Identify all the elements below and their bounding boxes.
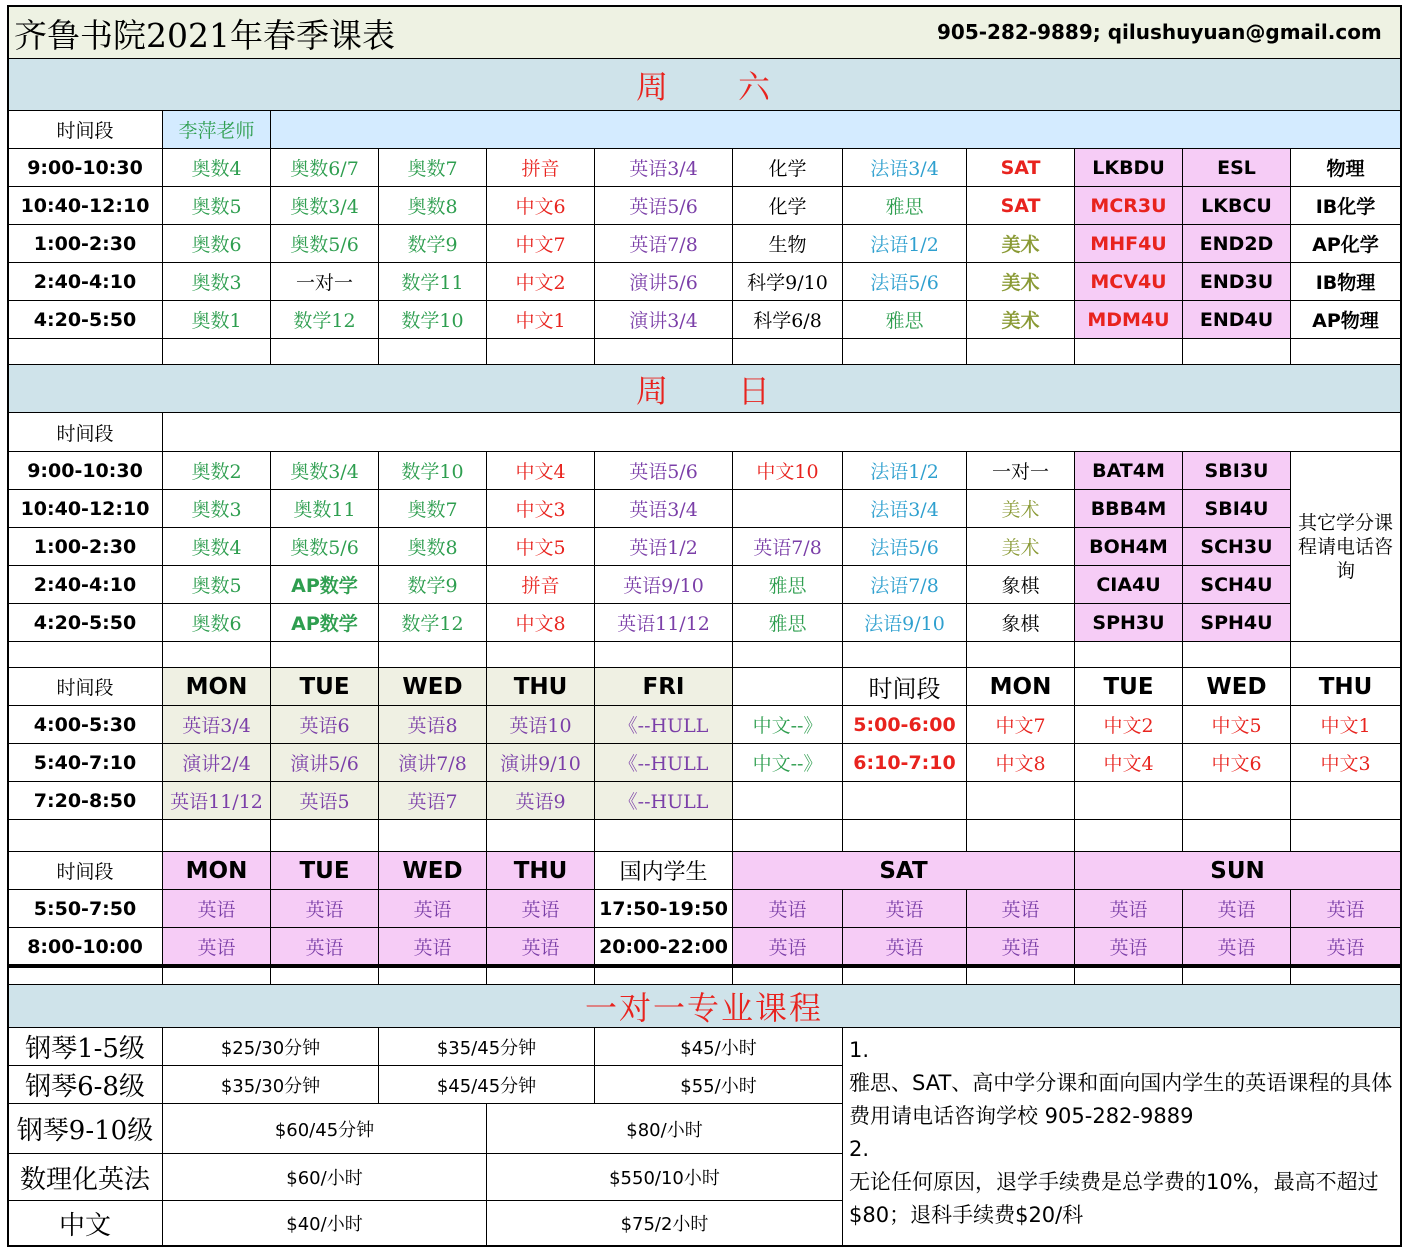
course-cell: 中文8: [487, 604, 595, 642]
spacer-cell: [163, 968, 271, 985]
course-cell: MCV4U: [1075, 263, 1183, 301]
sat-header: SAT: [733, 852, 1075, 890]
course-cell: 英语5/6: [595, 187, 733, 225]
course-cell: 英语: [967, 890, 1075, 928]
course-cell: 数学11: [379, 263, 487, 301]
course-cell: 演讲7/8: [379, 744, 487, 782]
course-cell: 美术: [967, 490, 1075, 528]
course-cell: 象棋: [967, 604, 1075, 642]
course-cell: 生物: [733, 225, 843, 263]
course-cell: 奥数8: [379, 528, 487, 566]
time-slot-label: 时间段: [843, 668, 967, 706]
domestic-time: 17:50-19:50: [595, 890, 733, 928]
day-header: WED: [379, 668, 487, 706]
course-cell: 英语: [379, 928, 487, 966]
blank-header: [733, 668, 843, 706]
course-cell: 英语1/2: [595, 528, 733, 566]
course-cell: 英语6: [271, 706, 379, 744]
course-cell: 英语: [271, 890, 379, 928]
price-cell: $80/小时: [487, 1104, 843, 1154]
course-cell: 演讲5/6: [271, 744, 379, 782]
course-cell: 法语7/8: [843, 566, 967, 604]
time-cell: 5:40-7:10: [8, 744, 163, 782]
course-cell: SBI4U: [1183, 490, 1291, 528]
course-cell: MCR3U: [1075, 187, 1183, 225]
course-cell: 奥数3: [163, 490, 271, 528]
price-cell: $55/小时: [595, 1066, 843, 1104]
course-cell: 一对一: [271, 263, 379, 301]
teacher-fill: [271, 111, 1401, 149]
course-cell: 英语3/4: [595, 490, 733, 528]
spacer-cell: [163, 642, 271, 668]
course-cell: CIA4U: [1075, 566, 1183, 604]
time-cell: 8:00-10:00: [8, 928, 163, 966]
course-cell: 奥数4: [163, 149, 271, 187]
course-cell: 化学: [733, 187, 843, 225]
course-cell: 英语: [487, 890, 595, 928]
spacer-cell: [595, 339, 733, 365]
course-cell: MDM4U: [1075, 301, 1183, 339]
course-cell: 美术: [967, 263, 1075, 301]
course-cell: AP数学: [271, 604, 379, 642]
day-header: THU: [487, 852, 595, 890]
course-cell: 奥数6/7: [271, 149, 379, 187]
course-cell: 中文3: [487, 490, 595, 528]
time-cell: 10:40-12:10: [8, 490, 163, 528]
course-cell: 中文2: [487, 263, 595, 301]
one-on-one-band: 一对一专业课程: [8, 985, 1401, 1028]
course-cell: 奥数3: [163, 263, 271, 301]
course-cell: AP数学: [271, 566, 379, 604]
empty-cell: [1291, 782, 1401, 820]
time-cell: 4:00-5:30: [8, 706, 163, 744]
course-cell: 物理: [1291, 149, 1401, 187]
course-cell: IB化学: [1291, 187, 1401, 225]
spacer-cell: [271, 820, 379, 852]
time-cell: 9:00-10:30: [8, 452, 163, 490]
spacer-cell: [1183, 642, 1291, 668]
time-slot-label: 时间段: [8, 852, 163, 890]
course-cell: 中文6: [487, 187, 595, 225]
course-cell: 法语9/10: [843, 604, 967, 642]
domestic-time: 20:00-22:00: [595, 928, 733, 966]
course-cell: 美术: [967, 301, 1075, 339]
course-cell: 英语11/12: [595, 604, 733, 642]
course-cell: SPH4U: [1183, 604, 1291, 642]
course-cell: 数学12: [379, 604, 487, 642]
spacer-cell: [1075, 968, 1183, 985]
price-cell: $60/小时: [163, 1154, 487, 1201]
time-cell: 9:00-10:30: [8, 149, 163, 187]
day-header: THU: [487, 668, 595, 706]
course-cell: 数学9: [379, 225, 487, 263]
course-cell: 奥数3/4: [271, 187, 379, 225]
course-cell: 《--HULL: [595, 706, 733, 744]
course-cell: 英语: [163, 928, 271, 966]
course-cell: 英语: [843, 928, 967, 966]
course-cell: 中文7: [967, 706, 1075, 744]
empty-cell: [843, 782, 967, 820]
day-header: MON: [163, 668, 271, 706]
course-cell: 美术: [967, 528, 1075, 566]
time-slot-label: 时间段: [8, 413, 163, 452]
course-cell: END3U: [1183, 263, 1291, 301]
course-cell: 奥数3/4: [271, 452, 379, 490]
course-cell: 数学10: [379, 452, 487, 490]
course-cell: 英语: [733, 928, 843, 966]
spacer-cell: [1291, 820, 1401, 852]
sun-header: SUN: [1075, 852, 1401, 890]
course-cell: 《--HULL: [595, 782, 733, 820]
spacer-cell: [271, 642, 379, 668]
course-cell: SCH4U: [1183, 566, 1291, 604]
spacer-cell: [733, 642, 843, 668]
course-cell: 中文6: [1183, 744, 1291, 782]
sunday-header-fill: [163, 413, 1401, 452]
other-credit-note: 其它学分课程请电话咨询: [1291, 452, 1401, 642]
course-cell: 数学9: [379, 566, 487, 604]
course-cell: SBI3U: [1183, 452, 1291, 490]
time-cell: 1:00-2:30: [8, 528, 163, 566]
course-cell: 法语5/6: [843, 528, 967, 566]
price-cell: $75/2小时: [487, 1201, 843, 1246]
spacer-cell: [1183, 968, 1291, 985]
time-slot-label: 时间段: [8, 111, 163, 149]
course-cell: 雅思: [843, 301, 967, 339]
course-cell: 中文1: [487, 301, 595, 339]
spacer-cell: [487, 820, 595, 852]
fee-label: 钢琴6-8级: [8, 1066, 163, 1104]
day-header: TUE: [271, 668, 379, 706]
day-header: WED: [1183, 668, 1291, 706]
course-cell: 中文4: [487, 452, 595, 490]
page-title: 齐鲁书院2021年春季课表: [14, 16, 395, 55]
day-header: MON: [967, 668, 1075, 706]
course-cell: 英语3/4: [163, 706, 271, 744]
spacer-cell: [733, 820, 843, 852]
day-header: FRI: [595, 668, 733, 706]
time-cell: 5:00-6:00: [843, 706, 967, 744]
spacer-cell: [733, 339, 843, 365]
price-cell: $40/小时: [163, 1201, 487, 1246]
time-cell: 10:40-12:10: [8, 187, 163, 225]
spacer-cell: [487, 339, 595, 365]
saturday-band: 周 六: [8, 59, 1401, 111]
course-cell: LKBCU: [1183, 187, 1291, 225]
course-cell: 奥数4: [163, 528, 271, 566]
course-cell: IB物理: [1291, 263, 1401, 301]
spacer-cell: [843, 968, 967, 985]
fee-notes: 1. 雅思、SAT、高中学分课和面向国内学生的英语课程的具体费用请电话咨询学校 905-282-9889 2. 无论任何原因，退学手续费是总学费的10%，最高不超过$80；退科手续费$20/科: [843, 1028, 1401, 1246]
spacer-cell: [967, 642, 1075, 668]
course-cell: 奥数5: [163, 566, 271, 604]
course-cell: 英语: [843, 890, 967, 928]
course-cell: 英语: [487, 928, 595, 966]
empty-cell: [1183, 782, 1291, 820]
course-cell: 演讲5/6: [595, 263, 733, 301]
course-cell: BAT4M: [1075, 452, 1183, 490]
course-cell: 中文--》: [733, 706, 843, 744]
course-cell: 美术: [967, 225, 1075, 263]
time-cell: 2:40-4:10: [8, 263, 163, 301]
course-cell: 英语7/8: [595, 225, 733, 263]
course-cell: 英语7/8: [733, 528, 843, 566]
course-cell: 象棋: [967, 566, 1075, 604]
spacer-cell: [595, 968, 733, 985]
spacer-cell: [271, 968, 379, 985]
course-cell: 科学6/8: [733, 301, 843, 339]
price-cell: $45/小时: [595, 1028, 843, 1066]
spacer-cell: [1291, 968, 1401, 985]
spacer-cell: [379, 820, 487, 852]
course-cell: BBB4M: [1075, 490, 1183, 528]
time-slot-label: 时间段: [8, 668, 163, 706]
course-cell: 拼音: [487, 149, 595, 187]
course-cell: 奥数2: [163, 452, 271, 490]
course-cell: 法语5/6: [843, 263, 967, 301]
spacer-cell: [595, 820, 733, 852]
time-cell: 5:50-7:50: [8, 890, 163, 928]
price-cell: $45/45分钟: [379, 1066, 595, 1104]
course-cell: 中文10: [733, 452, 843, 490]
spacer-cell: [967, 339, 1075, 365]
course-cell: MHF4U: [1075, 225, 1183, 263]
spacer-cell: [843, 820, 967, 852]
course-cell: 英语3/4: [595, 149, 733, 187]
time-cell: 6:10-7:10: [843, 744, 967, 782]
teacher-label: 李萍老师: [163, 111, 271, 149]
spacer-cell: [487, 968, 595, 985]
spacer-cell: [1183, 820, 1291, 852]
course-cell: 奥数5/6: [271, 225, 379, 263]
course-cell: 英语: [967, 928, 1075, 966]
course-cell: 雅思: [733, 566, 843, 604]
course-cell: 雅思: [843, 187, 967, 225]
course-cell: 奥数6: [163, 604, 271, 642]
spacer-cell: [8, 339, 163, 365]
course-cell: AP化学: [1291, 225, 1401, 263]
course-cell: 英语9/10: [595, 566, 733, 604]
spacer-cell: [967, 968, 1075, 985]
spacer-cell: [843, 339, 967, 365]
course-cell: AP物理: [1291, 301, 1401, 339]
course-cell: 法语3/4: [843, 149, 967, 187]
course-cell: 英语5: [271, 782, 379, 820]
course-cell: END2D: [1183, 225, 1291, 263]
time-cell: 2:40-4:10: [8, 566, 163, 604]
fee-label: 中文: [8, 1201, 163, 1246]
spacer-cell: [379, 642, 487, 668]
course-cell: BOH4M: [1075, 528, 1183, 566]
spacer-cell: [733, 968, 843, 985]
course-cell: 数学12: [271, 301, 379, 339]
course-cell: 英语: [1075, 890, 1183, 928]
spacer-cell: [1291, 642, 1401, 668]
domestic-label: 国内学生: [595, 852, 733, 890]
course-cell: [733, 490, 843, 528]
course-cell: 科学9/10: [733, 263, 843, 301]
course-cell: 中文--》: [733, 744, 843, 782]
day-header: THU: [1291, 668, 1401, 706]
spacer-cell: [487, 642, 595, 668]
course-cell: 奥数6: [163, 225, 271, 263]
course-cell: 奥数8: [379, 187, 487, 225]
course-cell: 英语10: [487, 706, 595, 744]
course-cell: SPH3U: [1075, 604, 1183, 642]
course-cell: 演讲3/4: [595, 301, 733, 339]
fee-label: 数理化英法: [8, 1154, 163, 1201]
course-cell: SAT: [967, 149, 1075, 187]
course-cell: 拼音: [487, 566, 595, 604]
course-cell: 奥数1: [163, 301, 271, 339]
spacer-cell: [379, 339, 487, 365]
time-cell: 1:00-2:30: [8, 225, 163, 263]
course-cell: 中文3: [1291, 744, 1401, 782]
day-header: TUE: [1075, 668, 1183, 706]
time-cell: 7:20-8:50: [8, 782, 163, 820]
course-cell: END4U: [1183, 301, 1291, 339]
course-cell: 英语5/6: [595, 452, 733, 490]
course-cell: 英语: [1291, 890, 1401, 928]
spacer-cell: [8, 968, 163, 985]
course-cell: 中文2: [1075, 706, 1183, 744]
course-cell: 英语9: [487, 782, 595, 820]
spacer-cell: [163, 820, 271, 852]
course-cell: 一对一: [967, 452, 1075, 490]
fee-label: 钢琴9-10级: [8, 1104, 163, 1154]
day-header: WED: [379, 852, 487, 890]
time-cell: 4:20-5:50: [8, 301, 163, 339]
course-cell: 英语: [733, 890, 843, 928]
course-cell: 法语1/2: [843, 452, 967, 490]
price-cell: $25/30分钟: [163, 1028, 379, 1066]
course-cell: 演讲9/10: [487, 744, 595, 782]
course-cell: 英语: [1183, 890, 1291, 928]
course-cell: 奥数11: [271, 490, 379, 528]
course-cell: 奥数5/6: [271, 528, 379, 566]
spacer-cell: [595, 642, 733, 668]
sunday-band: 周 日: [8, 365, 1401, 413]
course-cell: 演讲2/4: [163, 744, 271, 782]
time-cell: 4:20-5:50: [8, 604, 163, 642]
spacer-cell: [163, 339, 271, 365]
course-cell: 法语1/2: [843, 225, 967, 263]
course-cell: 奥数7: [379, 490, 487, 528]
course-cell: 奥数7: [379, 149, 487, 187]
course-cell: 英语7: [379, 782, 487, 820]
spacer-cell: [1075, 820, 1183, 852]
course-cell: SCH3U: [1183, 528, 1291, 566]
course-cell: [733, 782, 843, 820]
contact-info: 905-282-9889; qilushuyuan@gmail.com: [937, 20, 1382, 44]
course-cell: 英语: [379, 890, 487, 928]
spacer-cell: [8, 642, 163, 668]
spacer-cell: [1075, 339, 1183, 365]
course-cell: 英语: [1075, 928, 1183, 966]
course-cell: 英语11/12: [163, 782, 271, 820]
course-cell: 数学10: [379, 301, 487, 339]
course-cell: 化学: [733, 149, 843, 187]
empty-cell: [967, 782, 1075, 820]
spacer-cell: [967, 820, 1075, 852]
day-header: MON: [163, 852, 271, 890]
course-cell: 中文4: [1075, 744, 1183, 782]
spacer-cell: [1075, 642, 1183, 668]
price-cell: $60/45分钟: [163, 1104, 487, 1154]
course-cell: SAT: [967, 187, 1075, 225]
spacer-cell: [843, 642, 967, 668]
course-cell: 中文7: [487, 225, 595, 263]
spacer-cell: [1291, 339, 1401, 365]
course-cell: 法语3/4: [843, 490, 967, 528]
course-cell: 中文8: [967, 744, 1075, 782]
day-header: TUE: [271, 852, 379, 890]
price-cell: $550/10小时: [487, 1154, 843, 1201]
course-cell: 中文1: [1291, 706, 1401, 744]
fee-label: 钢琴1-5级: [8, 1028, 163, 1066]
spacer-cell: [271, 339, 379, 365]
course-cell: 英语: [271, 928, 379, 966]
course-cell: 英语: [1183, 928, 1291, 966]
course-cell: 英语: [1291, 928, 1401, 966]
course-cell: LKBDU: [1075, 149, 1183, 187]
course-cell: 英语8: [379, 706, 487, 744]
course-cell: 中文5: [1183, 706, 1291, 744]
course-cell: 雅思: [733, 604, 843, 642]
course-cell: 奥数5: [163, 187, 271, 225]
course-cell: 《--HULL: [595, 744, 733, 782]
spacer-cell: [8, 820, 163, 852]
course-cell: ESL: [1183, 149, 1291, 187]
price-cell: $35/45分钟: [379, 1028, 595, 1066]
spacer-cell: [1183, 339, 1291, 365]
empty-cell: [1075, 782, 1183, 820]
course-cell: 英语: [163, 890, 271, 928]
price-cell: $35/30分钟: [163, 1066, 379, 1104]
course-cell: 中文5: [487, 528, 595, 566]
spacer-cell: [379, 968, 487, 985]
